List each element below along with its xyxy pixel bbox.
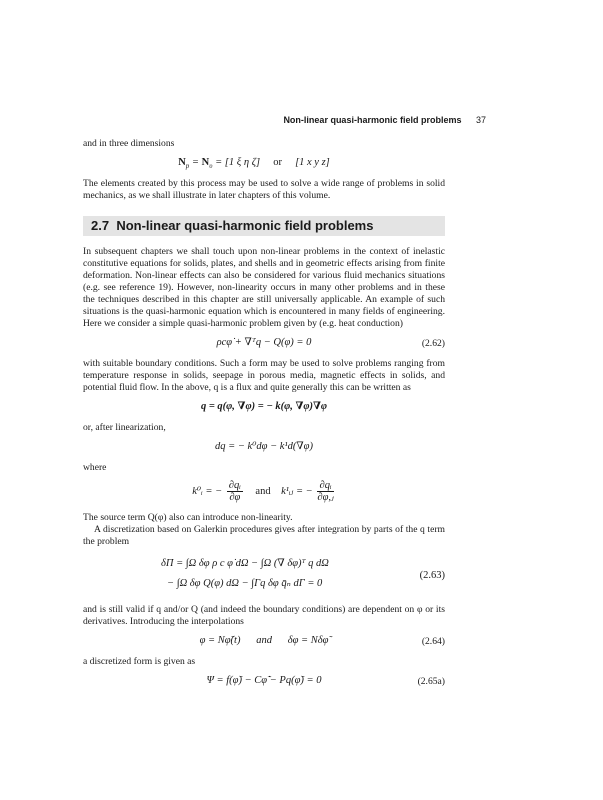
equation-2-64 (83, 634, 445, 650)
section-heading (83, 216, 445, 236)
section-title: Non-linear quasi-harmonic field problems (116, 218, 374, 233)
where-label: where (83, 462, 107, 473)
eq-k1-num: ∂qᵢ (317, 480, 333, 492)
equation-dq (83, 440, 445, 456)
eq-k0-num: ∂qᵢ (228, 480, 241, 491)
eq-k1-fraction (317, 480, 333, 503)
paragraph-discretization: A discretization based on Galerkin procedures gives after integration by parts of the q term the problem (83, 524, 445, 547)
eq-k0-den: ∂φ (229, 492, 241, 503)
equation-flux (83, 400, 445, 416)
intro-line: and in three dimensions (83, 138, 175, 149)
eq-2-62-expr: ρcφ̇ + ∇ᵀq − Q(φ) = 0 (216, 337, 312, 348)
eq-2-64-number: (2.64) (421, 636, 445, 647)
paragraph-source: The source term Q(φ) also can introduce non-linearity. (83, 512, 293, 523)
eq-3d-rhs2: [1 x y z] (295, 157, 330, 168)
eq-dq-expr: dq = − k⁰dφ − k¹d(∇φ) (214, 441, 313, 452)
equation-2-65a (83, 674, 445, 690)
eq-k-and: and (255, 485, 271, 497)
equation-3d-shape-functions: $N_p = N_\upsilon = [1$ ξ η ζ] or [1 x y z] (178, 157, 330, 171)
eq-2-63-line2: − ∫Ω δφ Q(φ) dΩ − ∫Γq δφ q̄ₙ dΓ = 0 (167, 578, 323, 589)
equation-2-63 (83, 554, 445, 598)
paragraph-subsequent: In subsequent chapters we shall touch upon non-linear problems in the context of inelastic constitutive equations for solids, plates, and shells and in geometric effects arising from finite deformation. Non-linear effects can also be considered for various fluid mechanics situations (e.g. see reference 19). However, non-linearity occurs in many other problems and in these the techniques described in this chapter are still universally applicable. An example of such situations is the quasi-harmonic equation which is encountered in many fields of engineering. Here we consider a simple quasi-harmonic problem given by (e.g. heat conduction) (83, 246, 445, 329)
eq-k1-den: ∂φ,ⱼ (317, 492, 334, 503)
paragraph-valid: and is still valid if q and/or Q (and indeed the boundary conditions) are dependent on φ or its derivatives. Introducing the interpolations (83, 604, 445, 627)
eq-k1: k¹ᵢⱼ = − (281, 485, 313, 497)
or-linearization: or, after linearization, (83, 422, 166, 433)
eq-2-64-expr: φ = Nφ̃(t) and δφ = Nδφ̃ (199, 635, 329, 646)
eq-3d-rhs1: [1 ξ η ζ] (224, 157, 261, 168)
page-number: 37 (475, 115, 486, 125)
eq-flux-expr: q = q(φ, ∇φ) = − k(φ, ∇φ)∇φ (200, 401, 328, 412)
eq-2-63-number: (2.63) (419, 570, 445, 581)
eq-2-65a-number: (2.65a) (417, 676, 445, 687)
paragraph-elements: The elements created by this process may be used to solve a wide range of problems in solid mechanics, as we shall illustrate in later chapters of this volume. (83, 178, 445, 201)
eq-2-63-line1: δΠ = ∫Ω δφ ρ c φ̇ dΩ − ∫Ω (∇ δφ)ᵀ q dΩ (161, 558, 329, 569)
eq-2-62-number: (2.62) (421, 338, 445, 349)
eq-k0: k⁰ᵢ = − (192, 485, 223, 497)
eq-k0-fraction (227, 480, 243, 503)
section-number: 2.7 (91, 218, 110, 233)
equation-k-definitions (83, 480, 445, 506)
eq-3d-or: or (273, 157, 282, 168)
equation-2-62 (83, 336, 445, 352)
paragraph-discretized: a discretized form is given as (83, 656, 196, 667)
paragraph-boundary: with suitable boundary conditions. Such a form may be used to solve problems ranging from temperature response in solids, seepage in porous media, magnetic effects in solids, and potential fluid flow. In the above, q is a flux and quite generally this can be written as (83, 358, 445, 393)
body-text (83, 138, 445, 696)
running-header-title: Non-linear quasi-harmonic field problems (283, 115, 462, 125)
eq-2-65a-expr: Ψ = f(φ̃) − Cφ̃̇ − Pq(φ̃) = 0 (206, 675, 322, 686)
running-header (83, 115, 486, 125)
